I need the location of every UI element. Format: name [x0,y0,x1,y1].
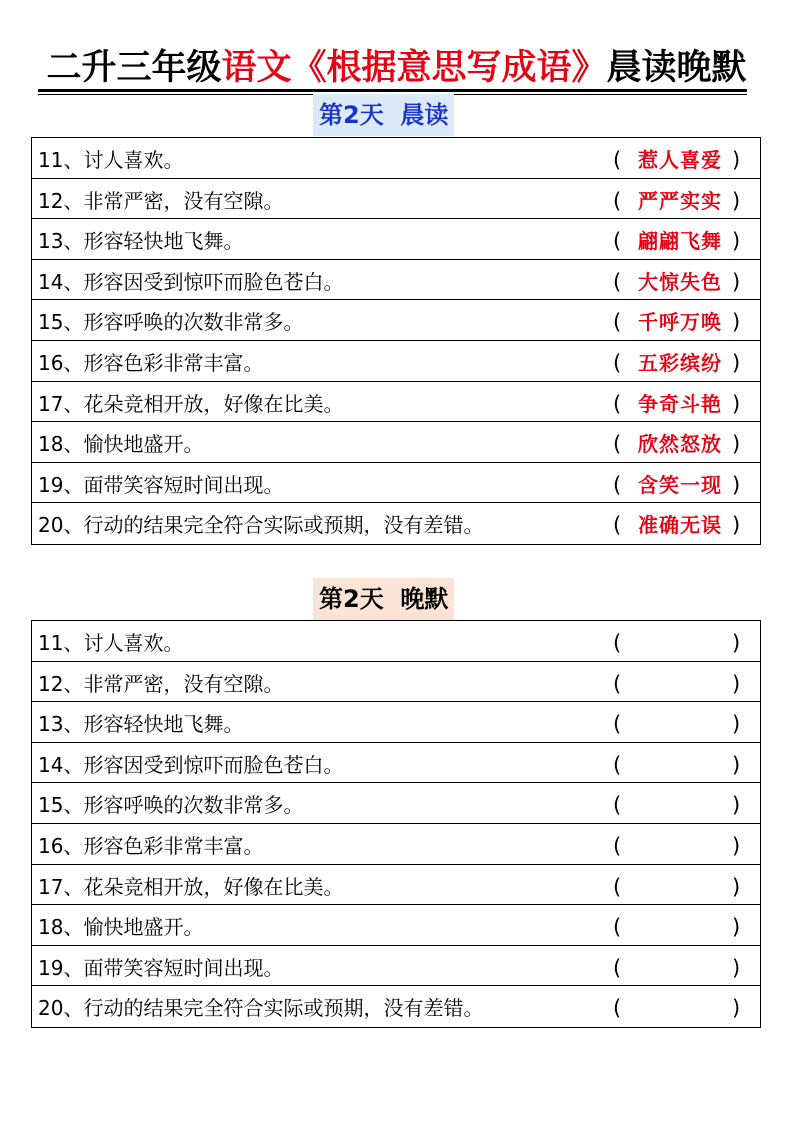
table-row [32,300,760,341]
title-mode: 晨读晚默 [606,48,747,88]
answer-blank[interactable] [628,986,732,1026]
open-paren: ( [613,915,622,940]
open-paren: ( [613,432,622,457]
open-paren: ( [613,188,622,213]
close-paren: ) [732,752,741,777]
table-row [32,463,760,504]
answer-text: 欣然怒放 [638,432,722,457]
morning-table [31,137,761,545]
open-paren: ( [613,350,622,375]
question-text: 16、形容色彩非常丰富。 [38,833,264,858]
answer-text: 惹人喜爱 [638,148,722,172]
open-paren: ( [613,229,622,254]
close-paren: ) [732,631,741,655]
answer-blank[interactable] [628,946,732,986]
close-paren: ) [732,712,741,737]
close-paren: ) [732,996,741,1021]
table-row [32,824,760,865]
close-paren: ) [732,874,741,899]
question-text: 16、形容色彩非常丰富。 [38,350,264,375]
close-paren: ) [732,955,741,980]
answer-blank[interactable] [628,905,732,945]
table-row [32,865,760,906]
answer-blank[interactable] [628,824,732,864]
morning-section-heading: 第2天 晨读 [313,94,454,136]
table-row [32,702,760,743]
question-text: 13、形容轻快地飞舞。 [38,712,244,737]
open-paren: ( [613,955,622,980]
table-row [32,986,760,1027]
question-text: 12、非常严密，没有空隙。 [38,671,284,696]
open-paren: ( [613,631,622,655]
table-row [32,621,760,662]
question-text: 11、讨人喜欢。 [38,148,184,172]
title-grade: 二升三年级 [46,48,222,88]
evening-table [31,620,761,1028]
close-paren: ) [732,310,741,335]
close-paren: ) [732,472,741,497]
close-paren: ) [732,671,741,696]
question-text: 18、愉快地盛开。 [38,432,204,457]
open-paren: ( [613,793,622,818]
question-text: 18、愉快地盛开。 [38,915,204,940]
answer-blank[interactable] [628,865,732,905]
close-paren: ) [732,432,741,457]
question-text: 14、形容因受到惊吓而脸色苍白。 [38,269,344,294]
answer-blank[interactable] [628,621,732,661]
close-paren: ) [732,188,741,213]
close-paren: ) [732,915,741,940]
table-row [32,341,760,382]
close-paren: ) [732,793,741,818]
close-paren: ) [732,350,741,375]
answer-text: 大惊失色 [638,269,722,294]
page-title [0,44,793,92]
table-row [32,662,760,703]
title-underline-thick [38,89,747,92]
title-subject: 语文《根据意思写成语》 [221,48,607,88]
open-paren: ( [613,752,622,777]
close-paren: ) [732,148,741,172]
answer-text: 严严实实 [638,188,722,213]
answer-blank[interactable] [628,743,732,783]
question-text: 17、花朵竞相开放，好像在比美。 [38,874,344,899]
question-text: 15、形容呼唤的次数非常多。 [38,310,304,335]
close-paren: ) [732,391,741,416]
question-text: 12、非常严密，没有空隙。 [38,188,284,213]
open-paren: ( [613,513,622,538]
question-text: 20、行动的结果完全符合实际或预期，没有差错。 [38,513,484,538]
evening-section-heading: 第2天 晚默 [313,578,454,620]
question-text: 17、花朵竞相开放，好像在比美。 [38,391,344,416]
question-text: 11、讨人喜欢。 [38,631,184,655]
open-paren: ( [613,310,622,335]
answer-blank[interactable] [628,783,732,823]
open-paren: ( [613,874,622,899]
answer-blank[interactable] [628,702,732,742]
table-row [32,783,760,824]
table-row [32,743,760,784]
question-text: 15、形容呼唤的次数非常多。 [38,793,304,818]
close-paren: ) [732,833,741,858]
answer-text: 五彩缤纷 [638,350,722,375]
open-paren: ( [613,671,622,696]
question-text: 20、行动的结果完全符合实际或预期，没有差错。 [38,996,484,1021]
close-paren: ) [732,513,741,538]
table-row [32,138,760,179]
table-row [32,179,760,220]
answer-text: 准确无误 [638,513,722,538]
close-paren: ) [732,269,741,294]
table-row [32,422,760,463]
table-row [32,503,760,544]
open-paren: ( [613,712,622,737]
answer-text: 千呼万唤 [638,310,722,335]
question-text: 14、形容因受到惊吓而脸色苍白。 [38,752,344,777]
close-paren: ) [732,229,741,254]
table-row [32,260,760,301]
table-row [32,946,760,987]
open-paren: ( [613,391,622,416]
table-row [32,905,760,946]
open-paren: ( [613,269,622,294]
answer-text: 翩翩飞舞 [638,229,722,254]
open-paren: ( [613,472,622,497]
answer-blank[interactable] [628,662,732,702]
open-paren: ( [613,148,622,172]
question-text: 19、面带笑容短时间出现。 [38,472,284,497]
answer-text: 争奇斗艳 [638,391,722,416]
question-text: 19、面带笑容短时间出现。 [38,955,284,980]
question-text: 13、形容轻快地飞舞。 [38,229,244,254]
table-row [32,382,760,423]
open-paren: ( [613,996,622,1021]
table-row [32,219,760,260]
open-paren: ( [613,833,622,858]
answer-text: 含笑一现 [638,472,722,497]
